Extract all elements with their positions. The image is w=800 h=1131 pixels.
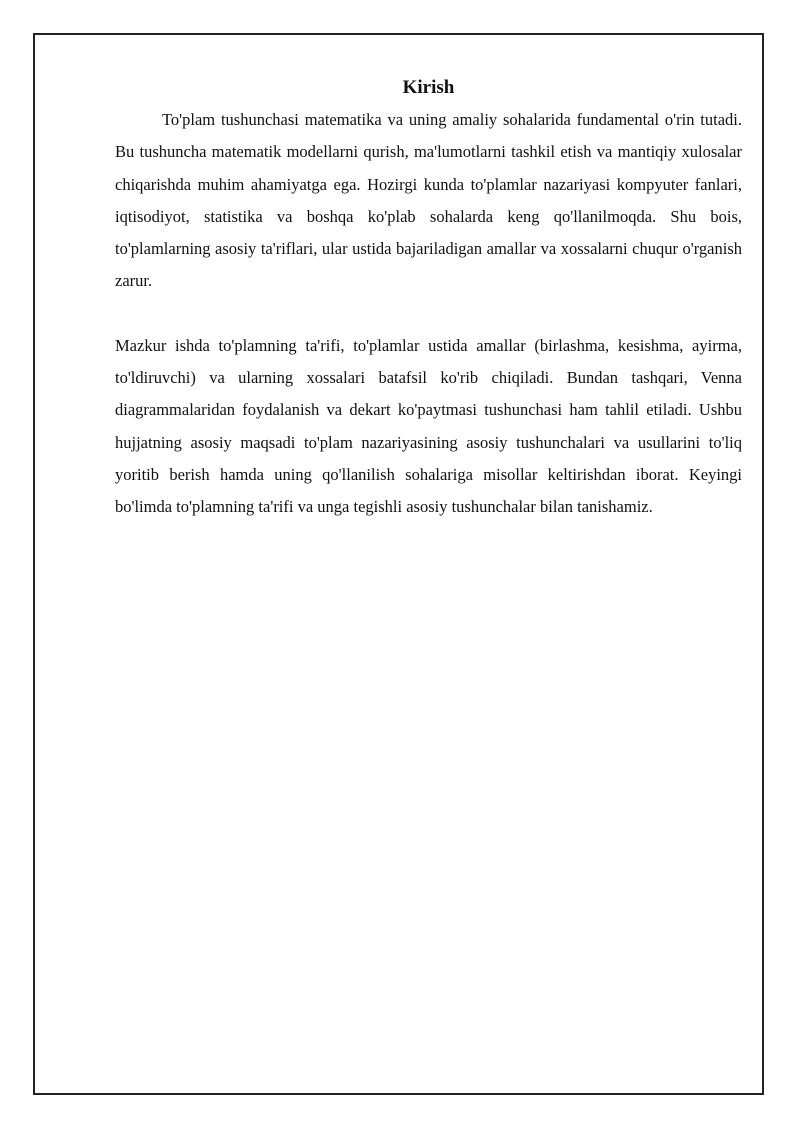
paragraph-spacer bbox=[115, 298, 742, 330]
section-title: Kirish bbox=[402, 77, 455, 98]
intro-paragraph-2: Mazkur ishda to'plamning ta'rifi, to'plamlar ustida amallar (birlashma, kesishma, ayirma, to'ldiruvchi) va ularning xossalari batafsil ko'rib chiqiladi. Bundan tashqari, Venna diagrammalaridan foydalanish va dekart ko'paytmasi tushunchasi ham tahlil etiladi. Ushbu hujjatning asosiy maqsadi to'plam nazariyasining asosiy tushunchalari va usullarini to'liq yoritib berish hamda uning qo'llanilish sohalariga misollar keltirishdan iborat. Keyingi bo'limda to'plamning ta'rifi va unga tegishli asosiy tushunchalar bilan tanishamiz. bbox=[115, 335, 742, 517]
document-body bbox=[115, 76, 742, 524]
intro-paragraph-1: To'plam tushunchasi matematika va uning amaliy sohalarida fundamental o'rin tutadi. Bu tushuncha matematik modellarni qurish, ma'lumotlarni tashkil etish va mantiqiy xulosalar chiqarishda muhim ahamiyatga ega. Hozirgi kunda to'plamlar nazariyasi kompyuter fanlari, iqtisodiyot, statistika va boshqa ko'plab sohalarda keng qo'llanilmoqda. Shu bois, to'plamlarning asosiy ta'riflari, ular ustida bajariladigan amallar va xossalarni chuqur o'rganish zarur. bbox=[115, 110, 742, 291]
